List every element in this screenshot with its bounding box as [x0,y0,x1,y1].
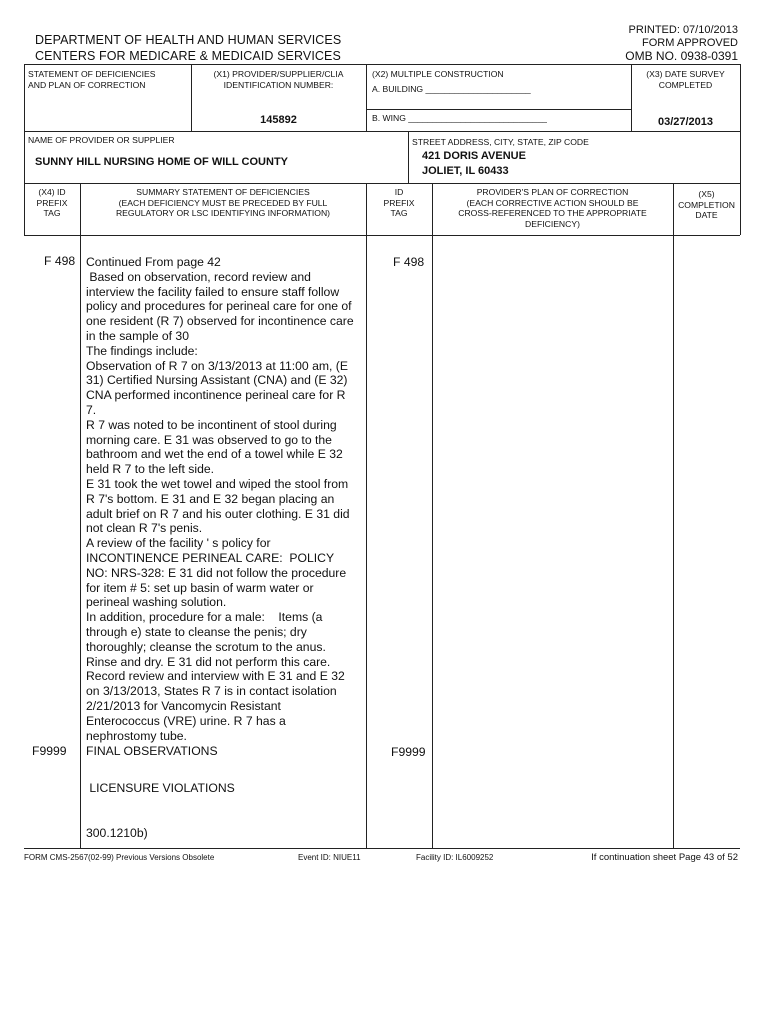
address-label: STREET ADDRESS, CITY, STATE, ZIP CODE [412,137,589,147]
x1-label: (X1) PROVIDER/SUPPLIER/CLIA IDENTIFICATION NUMBER: [213,69,344,90]
building-field: A. BUILDING ______________________ [372,84,531,94]
x4-column-header: (X4) ID PREFIX TAG [36,187,68,218]
tag-f9999-right: F9999 [391,745,426,759]
printed-date: PRINTED: 07/10/2013 [628,24,738,36]
x2-label: (X2) MULTIPLE CONSTRUCTION [372,69,504,79]
summary-column-header: SUMMARY STATEMENT OF DEFICIENCIES (EACH DEFICIENCY MUST BE PRECEDED BY FULL REGULATORY OR LSC IDENTIFYING INFORMATION) [115,187,331,218]
plan-column-header: PROVIDER'S PLAN OF CORRECTION (EACH CORRECTIVE ACTION SHOULD BE CROSS-REFERENCED TO THE APPROPRIATE DEFICIENCY) [458,187,647,229]
address-line-1: 421 DORIS AVENUE [422,150,526,162]
survey-date: 03/27/2013 [657,116,714,128]
x3-label: (X3) DATE SURVEY COMPLETED [646,69,725,90]
agency-line-2: CENTERS FOR MEDICARE & MEDICAID SERVICES [35,49,341,63]
address-line-2: JOLIET, IL 60433 [422,165,509,177]
event-id: Event ID: NIUE11 [298,853,361,862]
agency-line-1: DEPARTMENT OF HEALTH AND HUMAN SERVICES [35,33,342,47]
x5-column-header: (X5) COMPLETION DATE [678,189,735,220]
omb-number: OMB NO. 0938-0391 [625,49,738,63]
wing-field: B. WING _____________________________ [372,113,547,123]
regulation-reference: 300.1210b) [86,826,148,840]
tag-f9999-left: F9999 [32,744,67,758]
facility-id: Facility ID: IL6009252 [416,853,494,862]
provider-id-number: 145892 [260,114,297,126]
continuation-page: If continuation sheet Page 43 of 52 [591,852,738,863]
form-approved: FORM APPROVED [642,37,738,49]
tag-f498-right: F 498 [393,255,425,269]
form-footer: FORM CMS-2567(02-99) Previous Versions Obsolete [24,853,215,862]
provider-name: SUNNY HILL NURSING HOME OF WILL COUNTY [35,156,289,168]
licensure-violations-heading: LICENSURE VIOLATIONS [86,781,235,795]
tag-f498-left: F 498 [44,254,76,268]
final-observations-heading: FINAL OBSERVATIONS [86,744,218,758]
id-column-header: ID PREFIX TAG [383,187,415,218]
deficiency-text-f498: Continued From page 42 Based on observation, record review and interview the facility failed to ensure staff follow policy and procedures for perineal care for one of one resident (R 7) observed for incontinence care in the sample of 30 The findings include: Observation of R 7 on 3/13/2013 at 11:00 am, (E 31) Certified Nursing Assistant (CNA) and (E 32) CNA performed incontinence perineal care for R 7. R 7 was noted to be incontinent of stool during morning care. E 31 was observed to go to the bathroom and wet the end of a towel while E 32 held R 7 to the left side. E 31 took the wet towel and wiped the stool from R 7's bottom. E 31 and E 32 began placing an adult brief on R 7 and his outer clothing. E 31 did not clean R 7's penis. A review of the facility ' s policy for INCONTINENCE PERINEAL CARE: POLICY NO: NRS-328: E 31 did not follow the procedure for item # 5: set up basin of warm water or perineal washing solution. In addition, procedure for a male: Items (a through e) state to cleanse the penis; dry thoroughly; cleanse the scrotum to the anus. Rinse and dry. E 31 did not perform this care. Record review and interview with E 31 and E 32 on 3/13/2013, States R 7 is in contact isolation 2/21/2013 for Vancomycin Resistant Enterococcus (VRE) urine. R 7 has a nephrostomy tube. [86,255,354,743]
provider-label: NAME OF PROVIDER OR SUPPLIER [28,135,175,145]
statement-label: STATEMENT OF DEFICIENCIES AND PLAN OF CORRECTION [28,69,156,90]
